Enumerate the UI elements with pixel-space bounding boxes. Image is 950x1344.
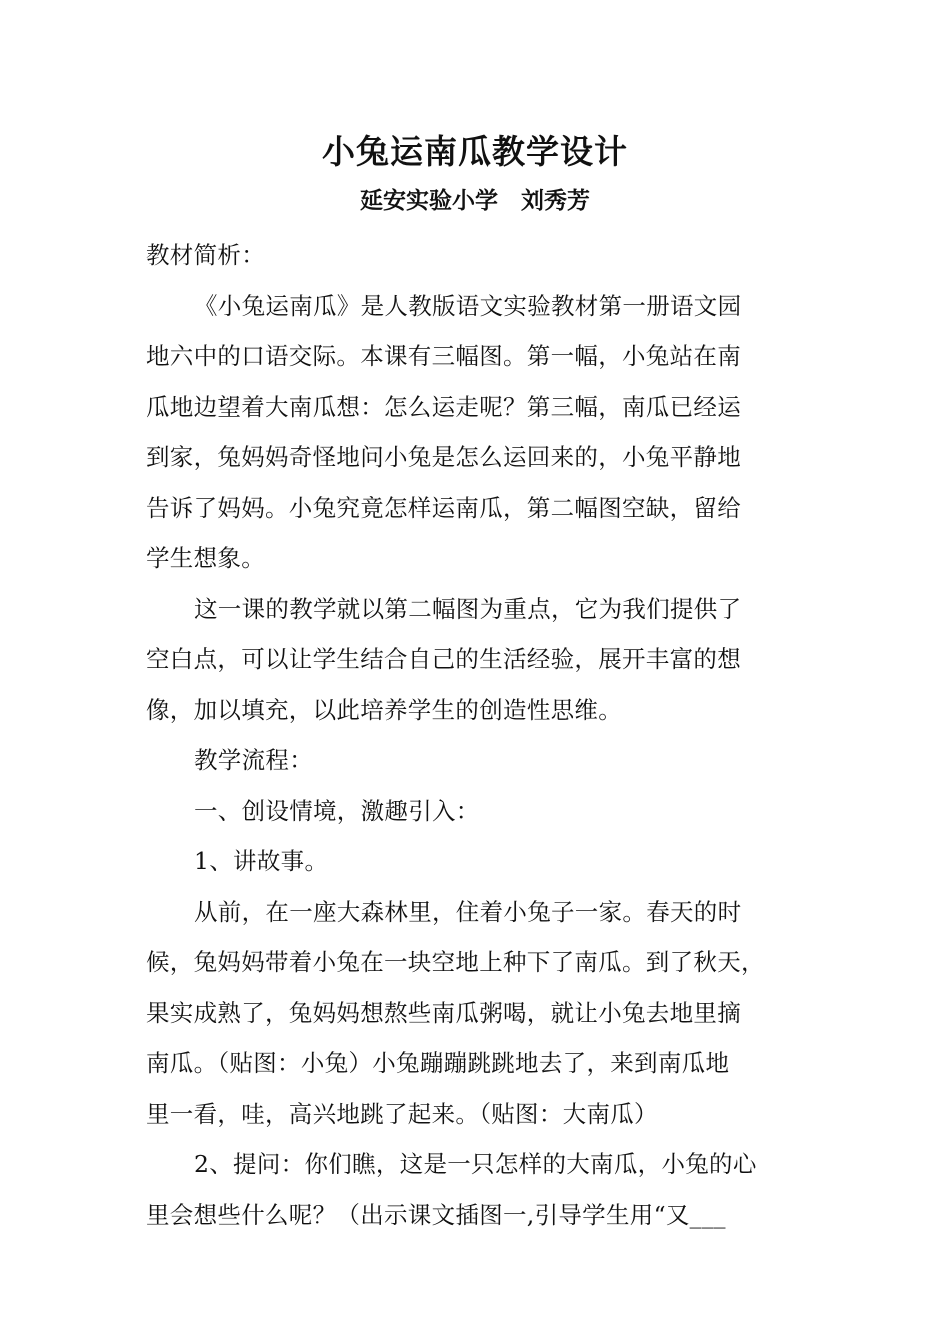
text-line: 里会想些什么呢？（出示课文插图一,引导学生用“又___ (146, 1200, 726, 1229)
document-title: 小兔运南瓜教学设计 (322, 132, 628, 171)
text-line: 教材简析： (146, 241, 265, 269)
text-line: 教学流程： (194, 746, 313, 774)
text-line: 瓜地边望着大南瓜想：怎么运走呢？第三幅，南瓜已经运 (146, 392, 741, 421)
text-line: 空白点，可以让学生结合自己的生活经验，展开丰富的想 (146, 645, 741, 673)
text-line: 果实成熟了，兔妈妈想熬些南瓜粥喝，就让小兔去地里摘 (146, 998, 741, 1027)
text-line: 这一课的教学就以第二幅图为重点，它为我们提供了 (194, 594, 742, 623)
text-line: 一、创设情境，激趣引入： (194, 796, 480, 825)
text-line: 南瓜。（贴图：小兔）小兔蹦蹦跳跳地去了，来到南瓜地 (146, 1049, 730, 1077)
text-line: 候，兔妈妈带着小兔在一块空地上种下了南瓜。到了秋天， (146, 948, 765, 976)
text-line: 到家，兔妈妈奇怪地问小兔是怎么运回来的，小兔平静地 (146, 443, 741, 471)
document-body (146, 230, 796, 1240)
text-line: 2、提问：你们瞧，这是一只怎样的大南瓜，小兔的心 (194, 1150, 757, 1178)
text-line: 里一看，哇，高兴地跳了起来。（贴图：大南瓜） (146, 1099, 658, 1128)
text-line: 从前，在一座大森林里，住着小兔子一家。春天的时 (194, 897, 742, 926)
text-line: 地六中的口语交际。本课有三幅图。第一幅，小兔站在南 (146, 342, 741, 370)
text-line: 《小兔运南瓜》是人教版语文实验教材第一册语文园 (194, 291, 742, 320)
text-line: 像，加以填充，以此培养学生的创造性思维。 (146, 695, 622, 724)
text-line: 1、讲故事。 (194, 847, 329, 875)
text-line: 告诉了妈妈。小兔究竟怎样运南瓜，第二幅图空缺，留给 (146, 493, 741, 522)
document-author-line: 延安实验小学 刘秀芳 (360, 187, 590, 214)
text-line: 学生想象。 (146, 544, 265, 572)
